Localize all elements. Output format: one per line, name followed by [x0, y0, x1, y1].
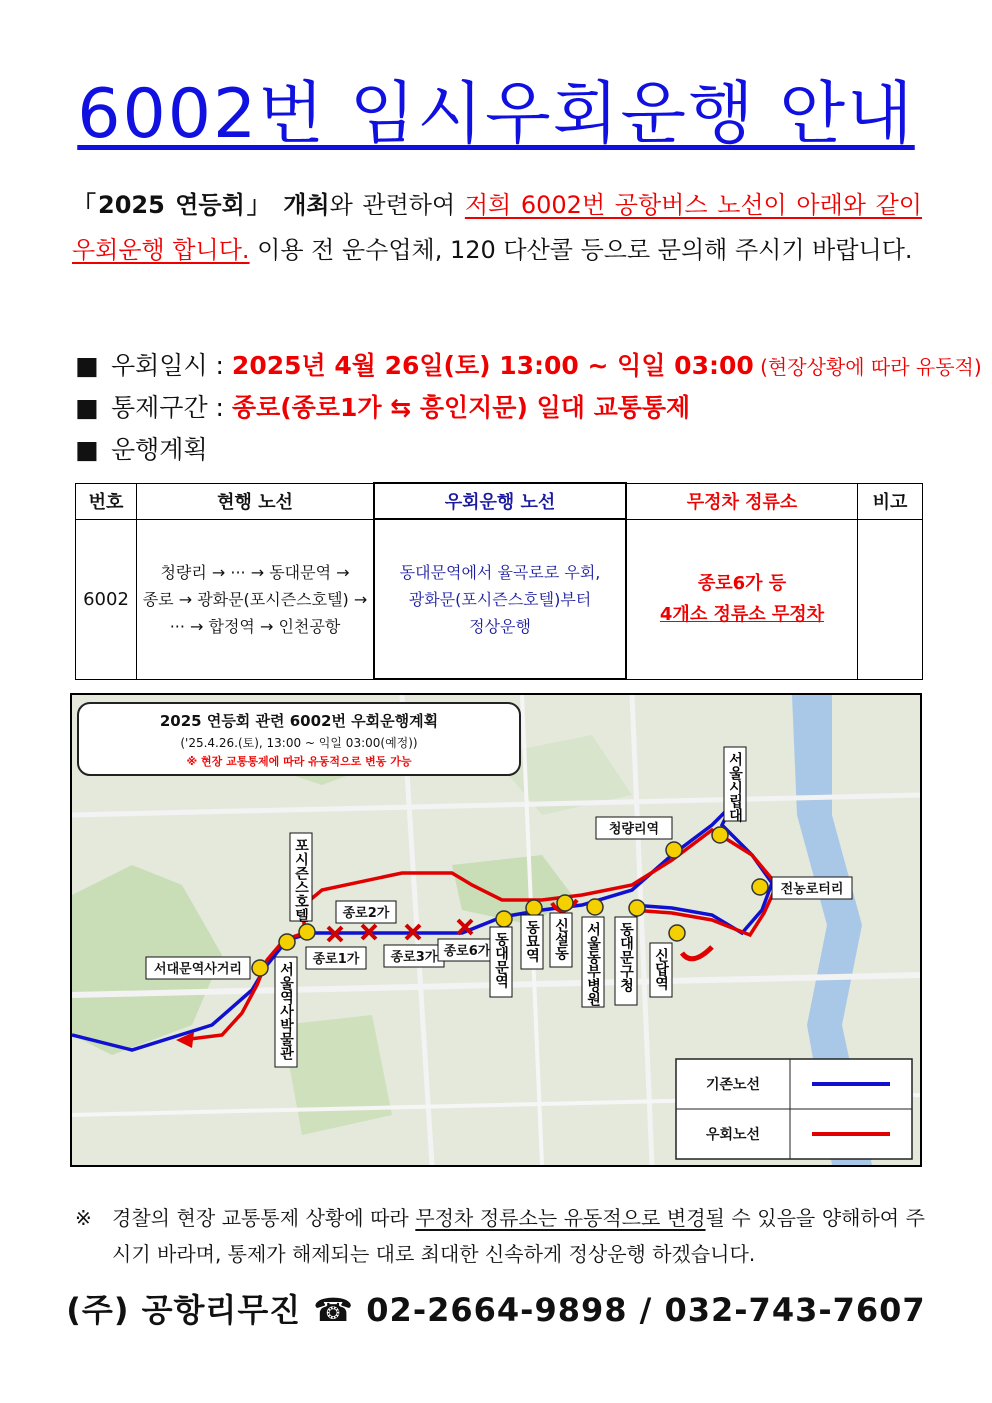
map-box-title: 2025 연등회 관련 6002번 우회운행계획 [159, 712, 439, 730]
detour-route-line: 광화문(포시즌스호텔)부터 [408, 589, 592, 609]
intro-paragraph [72, 183, 922, 273]
bullet-plan [75, 429, 935, 471]
cell-current-route [137, 519, 375, 679]
operation-plan-table [75, 482, 923, 680]
skip-stops-line: 4개소 정류소 무정차 [659, 604, 825, 625]
footnote-part: 경찰의 현장 교통통제 상황에 따라 [112, 1206, 416, 1230]
stop-label-sindap: 신답역 [653, 948, 669, 990]
legend-detour-label: 우회노선 [705, 1127, 761, 1143]
stop-label-sinseol: 신설동 [553, 918, 569, 960]
stop-dot [557, 895, 573, 911]
intro-text-1: 와 관련하여 [329, 191, 465, 219]
stop-label-hospital: 서울동부병원 [585, 922, 601, 1006]
stop-dot [712, 827, 728, 843]
stop-label-jongno1: 종로1가 [312, 952, 360, 967]
bullet-note: (현장상황에 따라 유동적) [753, 355, 982, 379]
cell-detour-route [374, 519, 626, 679]
footnote [75, 1200, 925, 1272]
map-canvas [72, 695, 920, 1165]
table-header-row [76, 483, 923, 519]
legend-existing-label: 기존노선 [705, 1077, 761, 1093]
stop-label-jongno2: 종로2가 [342, 906, 390, 921]
cell-remark [858, 519, 923, 679]
stop-label-cheongnyangni: 청량리역 [608, 822, 660, 837]
contact-line: (주) 공항리무진 ☎ 02-2664-9898 / 032-743-7607 [66, 1291, 926, 1329]
bullet-label: 통제구간 : [111, 393, 232, 422]
bullet-value: 종로(종로1가 ⇆ 흥인지문) 일대 교통통제 [231, 393, 691, 422]
intro-event: 「2025 연등회」 개최 [72, 191, 330, 219]
bullet-area [75, 387, 935, 429]
cell-number: 6002 [76, 519, 137, 679]
stop-dot [669, 925, 685, 941]
bullet-label: 운행계획 [111, 435, 208, 464]
cell-skip-stops [626, 519, 858, 679]
detour-route-line: 정상운행 [469, 616, 531, 636]
info-bullets [75, 345, 982, 471]
current-route-line: ··· → 합정역 → 인천공항 [169, 616, 341, 636]
footnote-underlined: 무정차 정류소는 유동적으로 변경 [415, 1206, 706, 1230]
header-number: 번호 [76, 483, 137, 519]
detour-route-line: 동대문역에서 율곡로로 우회, [399, 562, 601, 582]
current-route-line: 청량리 → ··· → 동대문역 → [160, 562, 350, 582]
stop-dot [279, 934, 295, 950]
square-bullet-icon: ■ [75, 393, 99, 422]
stop-dot [587, 899, 603, 915]
stop-dot [496, 911, 512, 927]
stop-label-univ: 서울시립대 [727, 752, 743, 822]
square-bullet-icon: ■ [75, 435, 99, 464]
stop-label-museum: 서울역사박물관 [278, 962, 294, 1060]
stop-label-jongno6: 종로6가 [443, 944, 491, 959]
footnote-part: 될 수 있음을 양해하여 주시기 바라며, 통제가 해제되는 대로 최대한 신속하게 정상운행 하겠습니다. [112, 1206, 925, 1266]
stop-label-gucheong: 동대문구청 [618, 922, 634, 992]
footnote-text [112, 1200, 925, 1272]
stop-dot [752, 879, 768, 895]
header-skip-stops: 무정차 정류소 [626, 483, 858, 519]
stop-dot [299, 924, 315, 940]
header-detour-route: 우회운행 노선 [374, 483, 626, 519]
bullet-label: 우회일시 : [111, 351, 232, 380]
stop-dot [526, 900, 542, 916]
bullet-value: 2025년 4월 26일(토) 13:00 ~ 익일 03:00 [231, 351, 754, 380]
stop-label-jeonnong: 전농로터리 [780, 882, 844, 897]
stop-label-seodaemun: 서대문역사거리 [154, 962, 242, 977]
footnote-mark: ※ [75, 1206, 92, 1230]
page-title: 6002번 임시우회운행 안내 [77, 75, 915, 154]
stop-dot [666, 842, 682, 858]
intro-highlight: 저희 6002번 공항버스 노선이 아래와 같이 우회운행 합니다. [72, 191, 922, 264]
intro-text-2: 이용 전 운수업체, 120 다산콜 등으로 문의해 주시기 바랍니다. [249, 236, 913, 264]
square-bullet-icon: ■ [75, 351, 99, 380]
stop-dot [629, 900, 645, 916]
bullet-date [75, 345, 982, 387]
table-row [76, 519, 923, 679]
header-current-route: 현행 노선 [137, 483, 375, 519]
current-route-line: 종로 → 광화문(포시즌스호텔) → [142, 589, 368, 609]
header-remark: 비고 [858, 483, 923, 519]
map-box-note: ※ 현장 교통통제에 따라 유동적으로 변동 가능 [186, 755, 412, 768]
stop-label-jongno3: 종로3가 [390, 950, 438, 965]
detour-route-map [70, 693, 922, 1167]
stop-label-fourseasons: 포시즌스호텔 [293, 838, 309, 922]
stop-dot [252, 960, 268, 976]
map-box-date: ('25.4.26.(토), 13:00 ~ 익일 03:00(예정)) [180, 736, 418, 750]
skip-stops-line: 종로6가 등 [697, 573, 787, 594]
stop-label-dongdaemun: 동대문역 [493, 932, 509, 988]
stop-label-dongmyo: 동묘역 [524, 920, 540, 962]
